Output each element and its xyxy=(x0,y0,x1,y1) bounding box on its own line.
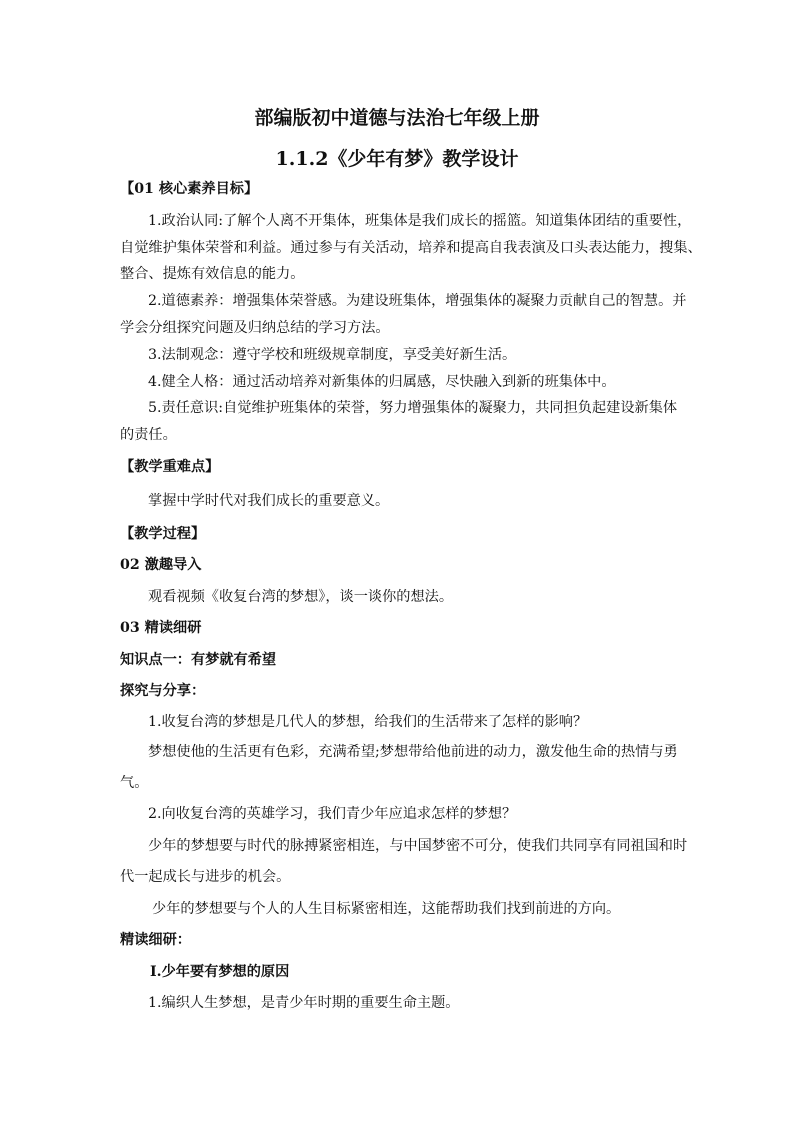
step-02-text: 观看视频《收复台湾的梦想》，谈一谈你的想法。 xyxy=(148,589,454,605)
study-heading: 精读细研： xyxy=(120,932,191,948)
key-point-text: 掌握中学时代对我们成长的重要意义。 xyxy=(148,493,390,509)
goal-5-line-2: 的责任。 xyxy=(120,427,177,443)
goal-2-line-1: 2.道德素养：增强集体荣誉感。为建设班集体，增强集体的凝聚力贡献自己的智慧。并 xyxy=(148,293,687,309)
section-heading-key-points: 【教学重难点】 xyxy=(120,459,220,475)
goal-3: 3.法制观念：遵守学校和班级规章制度，享受美好新生活。 xyxy=(148,347,517,363)
answer-1-line-1: 梦想使他的生活更有色彩，充满希望;梦想带给他前进的动力，激发他生命的热情与勇 xyxy=(148,744,678,760)
answer-2-line-1: 少年的梦想要与时代的脉搏紧密相连，与中国梦密不可分，使我们共同享有同祖国和时 xyxy=(148,838,688,854)
reason-heading: Ⅰ.少年要有梦想的原因 xyxy=(150,964,290,980)
document-title: 部编版初中道德与法治七年级上册 xyxy=(254,107,540,129)
answer-2-line-3: 少年的梦想要与个人的人生目标紧密相连，这能帮助我们找到前进的方向。 xyxy=(152,901,621,917)
step-03-heading: 03 精读细研 xyxy=(120,620,202,636)
goal-1-line-2: 自觉维护集体荣誉和利益。通过参与有关活动，培养和提高自我表演及口头表达能力，搜集、 xyxy=(120,240,702,256)
section-heading-process: 【教学过程】 xyxy=(120,526,206,542)
question-1: 1.收复台湾的梦想是几代人的梦想，给我们的生活带来了怎样的影响？ xyxy=(148,714,588,730)
goal-5-line-1: 5.责任意识:自觉维护班集体的荣誉，努力增强集体的凝聚力，共同担负起建设新集体 xyxy=(148,400,678,416)
goal-1-line-3: 整合、提炼有效信息的能力。 xyxy=(120,266,305,282)
goal-4: 4.健全人格：通过活动培养对新集体的归属感，尽快融入到新的班集体中。 xyxy=(148,374,616,390)
question-2: 2.向收复台湾的英雄学习，我们青少年应追求怎样的梦想？ xyxy=(148,806,517,822)
goal-1-line-1: 1.政治认同:了解个人离不开集体，班集体是我们成长的摇篮。知道集体团结的重要性， xyxy=(148,213,692,229)
goal-2-line-2: 学会分组探究问题及归纳总结的学习方法。 xyxy=(120,320,390,336)
knowledge-point-1: 知识点一：有梦就有希望 xyxy=(120,652,277,668)
explore-heading: 探究与分享： xyxy=(120,683,206,699)
answer-1-line-2: 气。 xyxy=(120,775,149,791)
section-heading-goals: 【01 核心素养目标】 xyxy=(120,181,259,197)
document-subtitle: 1.1.2《少年有梦》教学设计 xyxy=(275,148,519,170)
answer-2-line-2: 代一起成长与进步的机会。 xyxy=(120,869,291,885)
reason-1: 1.编织人生梦想，是青少年时期的重要生命主题。 xyxy=(148,995,460,1011)
step-02-heading: 02 激趣导入 xyxy=(120,557,202,573)
